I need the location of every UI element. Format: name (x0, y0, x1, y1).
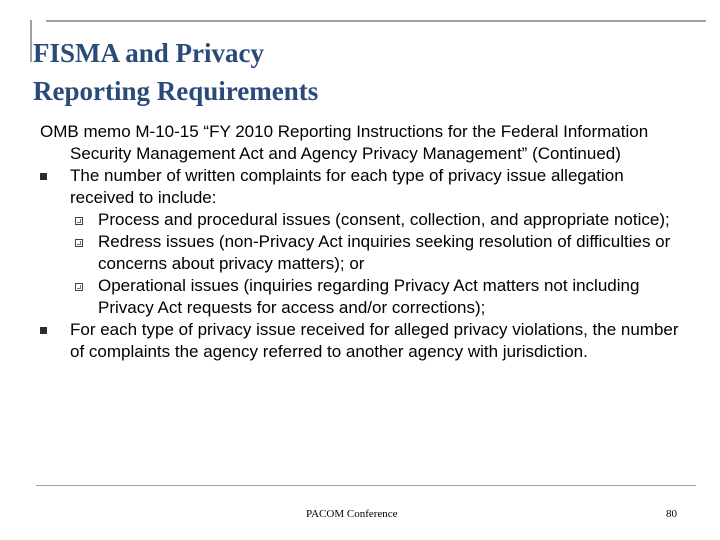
intro-paragraph: OMB memo M-10-15 “FY 2010 Reporting Instructions for the Federal Information Security Management Act and Agency Privacy Management” (Continued) (40, 122, 649, 163)
bullet-text: For each type of privacy issue received for alleged privacy violations, the number of complaints the agency referred to another agency with jurisdiction. (70, 320, 679, 361)
footer (0, 508, 720, 524)
bottom-divider (36, 485, 696, 486)
bullet-item (40, 165, 680, 209)
hollow-square-bullet-icon (75, 283, 83, 291)
title-line-2: Reporting Requirements (33, 76, 319, 106)
hollow-square-bullet-icon (75, 239, 83, 247)
bullet-item (40, 319, 680, 363)
sub-bullet-item (40, 275, 680, 319)
slide-body (40, 121, 680, 363)
left-accent-line (30, 20, 32, 62)
hollow-square-bullet-icon (75, 217, 83, 225)
sub-bullet-item (40, 231, 680, 275)
bullet-text: The number of written complaints for each type of privacy issue allegation received to include: (70, 166, 624, 207)
page-number: 80 (666, 508, 677, 520)
slide-title (33, 34, 693, 110)
square-bullet-icon (40, 173, 47, 180)
sub-bullet-text: Process and procedural issues (consent, collection, and appropriate notice); (98, 210, 670, 229)
square-bullet-icon (40, 327, 47, 334)
sub-bullet-text: Operational issues (inquiries regarding Privacy Act matters not including Privacy Act requests for access and/or corrections); (98, 276, 640, 317)
footer-conference-name: PACOM Conference (306, 508, 398, 520)
title-line-1: FISMA and Privacy (33, 38, 265, 68)
sub-bullet-text: Redress issues (non-Privacy Act inquiries seeking resolution of difficulties or concerns about privacy matters); or (98, 232, 671, 273)
top-divider (46, 20, 706, 22)
sub-bullet-item (40, 209, 680, 231)
